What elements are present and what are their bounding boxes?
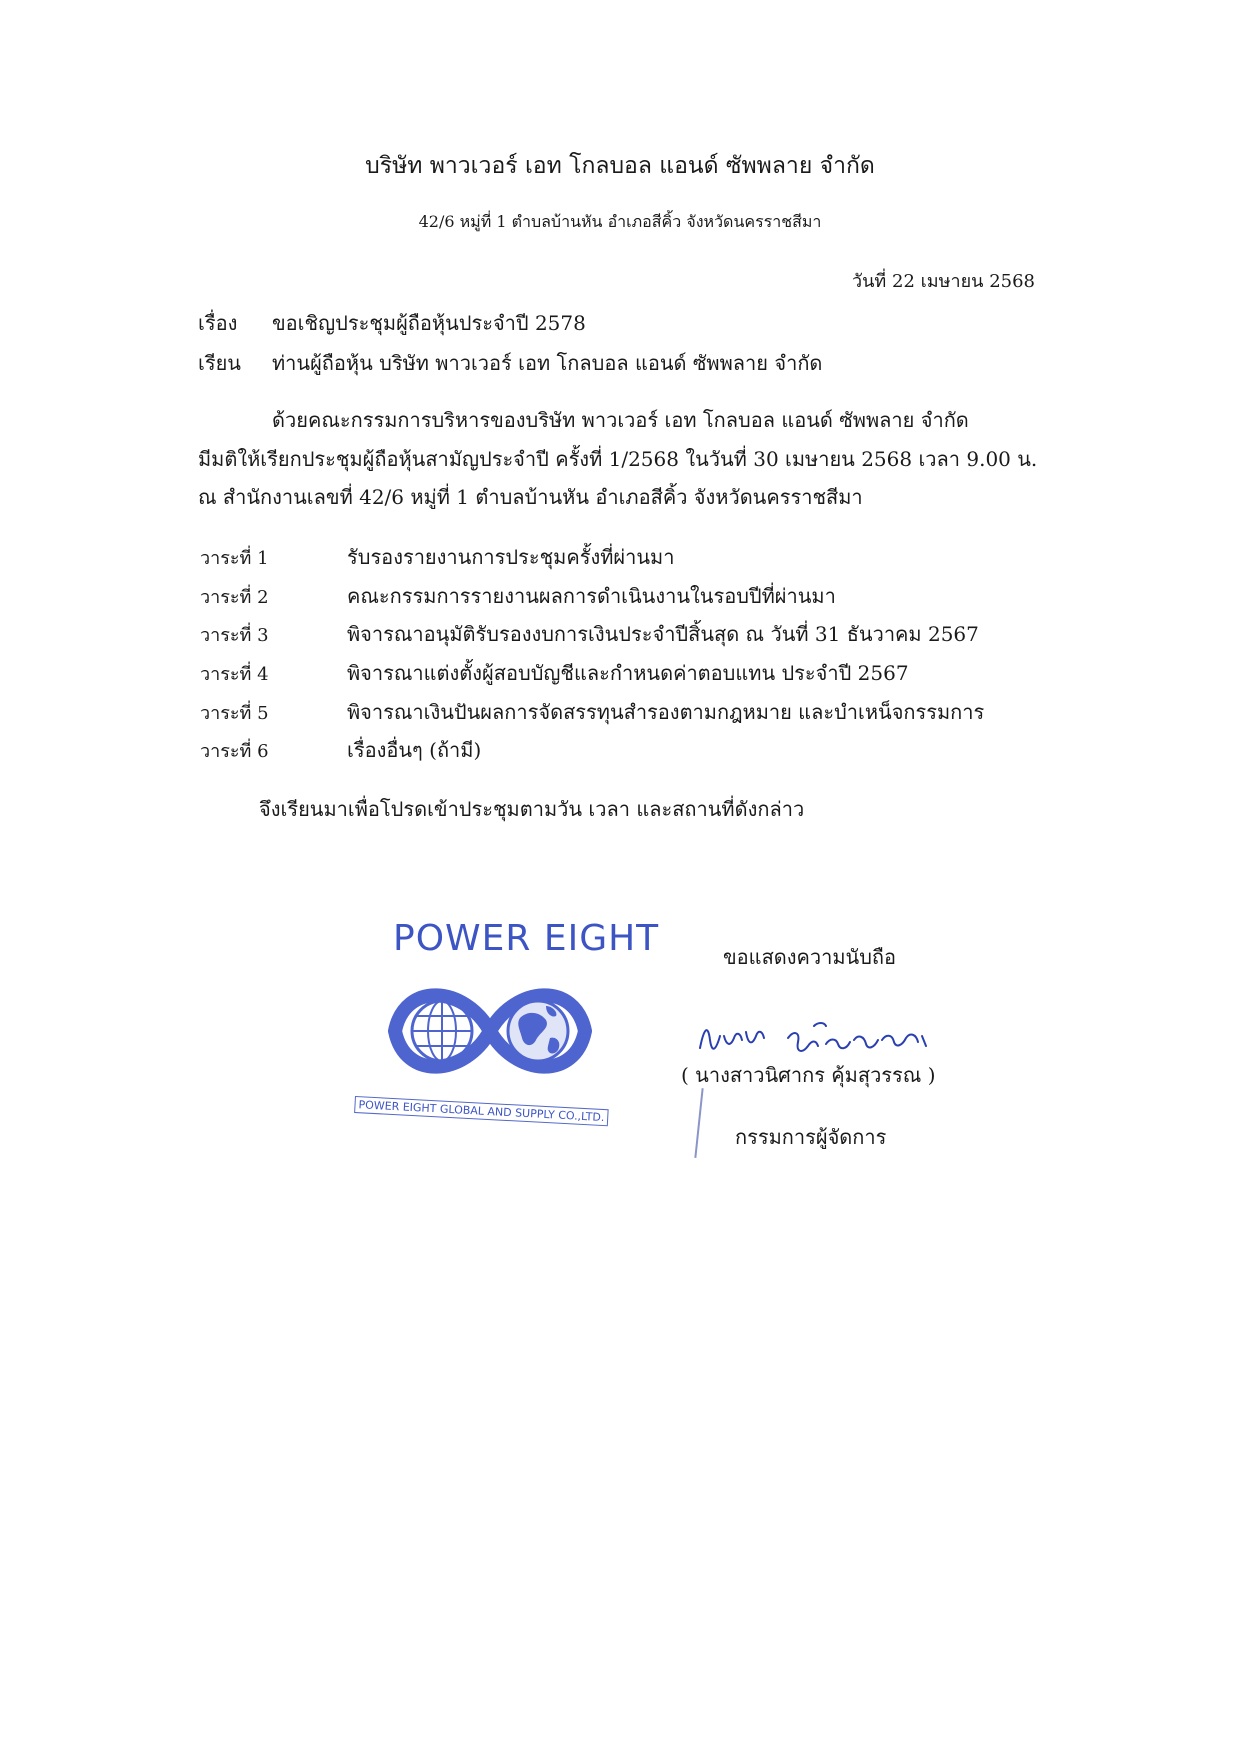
agenda-text: คณะกรรมการรายงานผลการดำเนินงานในรอบปีที่ผ่านมา: [347, 584, 836, 608]
agenda-number: วาระที่ 3: [200, 625, 269, 646]
closing-text: จึงเรียนมาเพื่อโปรดเข้าประชุมตามวัน เวลา และสถานที่ดังกล่าว: [259, 797, 805, 821]
stamp-title: POWER EIGHT: [393, 918, 660, 959]
agenda-text: พิจารณาเงินปันผลการจัดสรรทุนสำรองตามกฎหมาย และบำเหน็จกรรมการ: [347, 700, 985, 724]
agenda-number: วาระที่ 6: [200, 741, 269, 762]
to-text: ท่านผู้ถือหุ้น บริษัท พาวเวอร์ เอท โกลบอล แอนด์ ซัพพลาย จำกัด: [272, 351, 823, 375]
agenda-number: วาระที่ 4: [200, 664, 269, 685]
company-stamp: [355, 918, 660, 1123]
agenda-number: วาระที่ 2: [200, 587, 269, 608]
signatory-position: กรรมการผู้จัดการ: [735, 1125, 887, 1149]
company-address: 42/6 หมู่ที่ 1 ตำบลบ้านหัน อำเภอสีคิ้ว จังหวัดนครราชสีมา: [418, 212, 822, 231]
divider-mark: [694, 1088, 703, 1158]
to-label: เรียน: [198, 351, 241, 375]
subject-label: เรื่อง: [198, 311, 238, 335]
agenda-number: วาระที่ 5: [200, 703, 269, 724]
body-line-1: ด้วยคณะกรรมการบริหารของบริษัท พาวเวอร์ เอท โกลบอล แอนด์ ซัพพลาย จำกัด: [272, 408, 969, 432]
agenda-text: พิจารณาอนุมัติรับรองงบการเงินประจำปีสิ้นสุด ณ วันที่ 31 ธันวาคม 2567: [347, 622, 979, 646]
body-line-2: มีมติให้เรียกประชุมผู้ถือหุ้นสามัญประจำปี ครั้งที่ 1/2568 ในวันที่ 30 เมษายน 2568 เวลา 9.00 น.: [198, 447, 1038, 471]
regards-text: ขอแสดงความนับถือ: [723, 945, 897, 969]
infinity-globe-logo-icon: [370, 966, 610, 1096]
body-line-3: ณ สำนักงานเลขที่ 42/6 หมู่ที่ 1 ตำบลบ้านหัน อำเภอสีคิ้ว จังหวัดนครราชสีมา: [198, 485, 863, 509]
stamp-company-name: POWER EIGHT GLOBAL AND SUPPLY CO.,LTD.: [354, 1096, 609, 1126]
agenda-text: รับรองรายงานการประชุมครั้งที่ผ่านมา: [347, 545, 675, 569]
agenda-text: พิจารณาแต่งตั้งผู้สอบบัญชีและกำหนดค่าตอบแทน ประจำปี 2567: [347, 661, 909, 685]
signatory-name: ( นางสาวนิศากร คุ้มสุวรรณ ): [681, 1063, 936, 1087]
subject-text: ขอเชิญประชุมผู้ถือหุ้นประจำปี 2578: [272, 311, 586, 335]
agenda-number: วาระที่ 1: [200, 548, 269, 569]
company-name: บริษัท พาวเวอร์ เอท โกลบอล แอนด์ ซัพพลาย จำกัด: [365, 153, 875, 179]
letter-date: วันที่ 22 เมษายน 2568: [852, 271, 1035, 292]
agenda-text: เรื่องอื่นๆ (ถ้ามี): [347, 738, 482, 762]
